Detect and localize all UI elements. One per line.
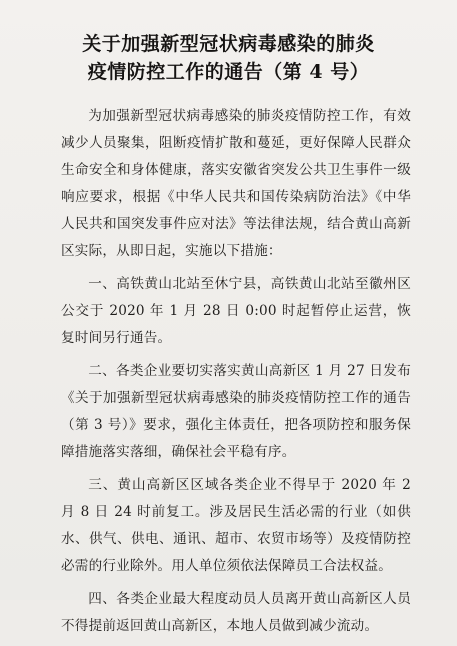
notice-title-line-2: 疫情防控工作的通告（第 4 号） [87, 61, 370, 83]
paragraph-measure-4: 四、各类企业最大程度动员人员离开黄山高新区人员不得提前返回黄山高新区，本地人员做到减少流动。 [61, 591, 411, 634]
notice-title-line-1: 关于加强新型冠状病毒感染的肺炎 [82, 33, 375, 55]
paragraph-intro: 为加强新型冠状病毒感染的肺炎疫情防控工作，有效减少人员聚集，阻断疫情扩散和蔓延，更好保障人民群众生命安全和身体健康，落实安徽省突发公共卫生事件一级响应要求，根据《中华人民共和国传染病防治法》《中华人民共和国突发事件应对法》等法律法规，结合黄山高新区实际，从即日起，实施以下措施： [61, 108, 411, 259]
paragraph-measure-3: 三、黄山高新区区域各类企业不得早于 2020 年 2 月 8 日 24 时前复工。涉及居民生活必需的行业（如供水、供气、供电、通讯、超市、农贸市场等）及疫情防控必需的行业除外。用人单位须依法保障员工合法权益。 [61, 477, 411, 574]
paragraph-measure-1: 一、高铁黄山北站至休宁县，高铁黄山北站至徽州区公交于 2020 年 1 月 28 日 0:00 时起暂停止运营，恢复时间另行通告。 [61, 276, 411, 346]
paragraph-measure-2: 二、各类企业要切实落实黄山高新区 1 月 27 日发布《关于加强新型冠状病毒感染的肺炎疫情防控工作的通告（第 3 号）》要求，强化主体责任，把各项防控和服务保障措施落实落细，确保社会平稳有序。 [61, 363, 411, 460]
notice-body [61, 103, 411, 646]
